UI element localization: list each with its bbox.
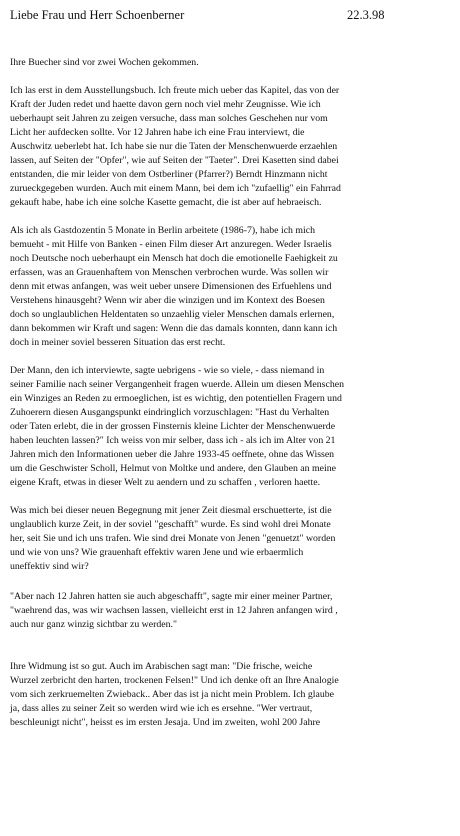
- text-line: Zuhoerern diesen Ausgangspunkt eindringlich vorzuschlagen: "Hast du Verhalten: [10, 407, 330, 418]
- text-line: auch nur ganz winzig sichtbar zu werden.": [10, 619, 177, 630]
- text-line: Als ich als Gastdozentin 5 Monate in Berlin arbeitete (1986-7), habe ich mich: [10, 225, 315, 236]
- text-line: Licht her aufdecken sollte. Vor 12 Jahren habe ich eine Frau interviewt, die: [10, 127, 305, 138]
- text-line: noch Deutsche noch ueberhaupt ein Mensch hat doch die emotionelle Faehigkeit zu: [10, 253, 338, 264]
- text-line: ja, dass alles zu seiner Zeit so werden wird wie ich es ersehne. "Wer vertraut,: [10, 703, 313, 714]
- text-line: gekauft habe, habe ich eine solche Kasette gemacht, die ist aber auf hebraeisch.: [10, 197, 322, 208]
- text-line: ein Winziges an Reden zu ermoeglichen, ist es wichtig, den potentiellen Fragern und: [10, 393, 342, 404]
- text-line: Ich las erst in dem Ausstellungsbuch. Ich freute mich ueber das Kapitel, das von der: [10, 85, 340, 96]
- text-line: lassen, auf Seiten der "Opfer", wie auf Seiten der "Taeter". Drei Kasetten sind dabei: [10, 155, 339, 166]
- text-line: Verstehens hinausgeht? Wenn wir aber die winzigen und im Kontext des Boesen: [10, 295, 325, 306]
- salutation: Liebe Frau und Herr Schoenberner: [10, 8, 185, 22]
- paragraph: [10, 84, 448, 210]
- text-line: beschleunigt nicht", heisst es im ersten Jesaja. Und im zweiten, wohl 200 Jahre: [10, 717, 321, 728]
- text-line: vom sich zerkruemelten Zwieback.. Aber das ist ja nicht mein Problem. Ich glaube: [10, 689, 335, 700]
- text-line: eigene Kraft, etwas in dieser Welt zu aendern und zu schaffen , verloren haette.: [10, 477, 321, 488]
- paragraph: [10, 660, 448, 730]
- text-line: oder Taten erlebt, die in der grossen Finsternis kleine Lichter der Menschenwuerde: [10, 421, 336, 432]
- text-line: Was mich bei dieser neuen Begegnung mit jener Zeit diesmal erschuetterte, ist die: [10, 505, 332, 516]
- paragraph: [10, 56, 448, 70]
- text-line: Kraft der Juden redet und haette davon gern noch viel mehr Zeugnisse. Wie ich: [10, 99, 321, 110]
- text-line: doch in meiner soviel besseren Situation das erst recht.: [10, 337, 226, 348]
- text-line: "waehrend das, was wir wachsen lassen, vielleicht erst in 12 Jahren anfangen wird ,: [10, 605, 338, 616]
- paragraph: [10, 504, 448, 574]
- text-line: Ihre Widmung ist so gut. Auch im Arabischen sagt man: "Die frische, weiche: [10, 661, 313, 672]
- paragraph: [10, 590, 448, 632]
- text-line: seiner Familie nach seiner Vergangenheit fragen wuerde. Allein um diesen Menschen: [10, 379, 344, 390]
- text-line: Auschwitz ueberlebt hat. Ich habe sie nur die Taten der Menschenwuerde erzaehlen: [10, 141, 338, 152]
- text-line: zurueckgegeben wurden. Auch mit einem Mann, bei dem ich "zufaellig" ein Fahrrad: [10, 183, 341, 194]
- text-line: entstanden, die mir leider von dem Ostberliner (Pfarrer?) Berndt Hinzmann nicht: [10, 169, 328, 180]
- text-line: und wie von uns? Wie grauenhaft effektiv waren Jene und wie erbaermlich: [10, 547, 304, 558]
- text-line: um die Geschwister Scholl, Helmut von Moltke und andere, den Glauben an meine: [10, 463, 336, 474]
- text-line: Jahren mich den Informationen ueber die Jahre 1933-45 oeffnete, ohne das Wissen: [10, 449, 335, 460]
- text-line: Wurzel zerbricht den harten, trockenen Felsen!" Und ich denke oft an Ihre Analogie: [10, 675, 339, 686]
- text-line: Der Mann, den ich interviewte, sagte uebrigens - wie so viele, - dass niemand in: [10, 365, 325, 376]
- text-line: bemueht - mit Hilfe von Banken - einen Film dieser Art anzuregen. Weder Israelis: [10, 239, 332, 250]
- letter-header: [10, 6, 450, 24]
- text-line: erfassen, was an Grauenhaftem von Menschen verbrochen wurde. Was sollen wir: [10, 267, 329, 278]
- text-line: unglaublich kurze Zeit, in der soviel "geschafft" wurde. Es sind wohl drei Monate: [10, 519, 331, 530]
- text-line: Ihre Buecher sind vor zwei Wochen gekommen.: [10, 57, 199, 68]
- text-line: her, seit Sie und ich uns trafen. Wie sind drei Monate von Jenen "genuetzt" worden: [10, 533, 336, 544]
- text-line: haben leuchten lassen?" Ich weiss von mir selber, dass ich - als ich im Alter von 21: [10, 435, 336, 446]
- letter-body: [10, 56, 448, 730]
- text-line: denn mit etwas anfangen, was weit ueber unsere Dimensionen des Erfuehlens und: [10, 281, 332, 292]
- letter-date: 22.3.98: [347, 8, 385, 22]
- paragraph: [10, 224, 448, 350]
- text-line: uneffektiv sind wir?: [10, 561, 89, 572]
- text-line: "Aber nach 12 Jahren hatten sie auch abgeschafft", sagte mir einer meiner Partner,: [10, 591, 333, 602]
- paragraph: [10, 364, 448, 490]
- text-line: doch so unglaublichen Heldentaten so unzaehlig vieler Menschen damals erlernen,: [10, 309, 335, 320]
- text-line: ueberhaupt seit Jahren zu zeigen versuche, dass man solches Geschehen nur vom: [10, 113, 328, 124]
- text-line: dann bekommen wir Kraft und sagen: Wenn die das damals konnten, dann kann ich: [10, 323, 338, 334]
